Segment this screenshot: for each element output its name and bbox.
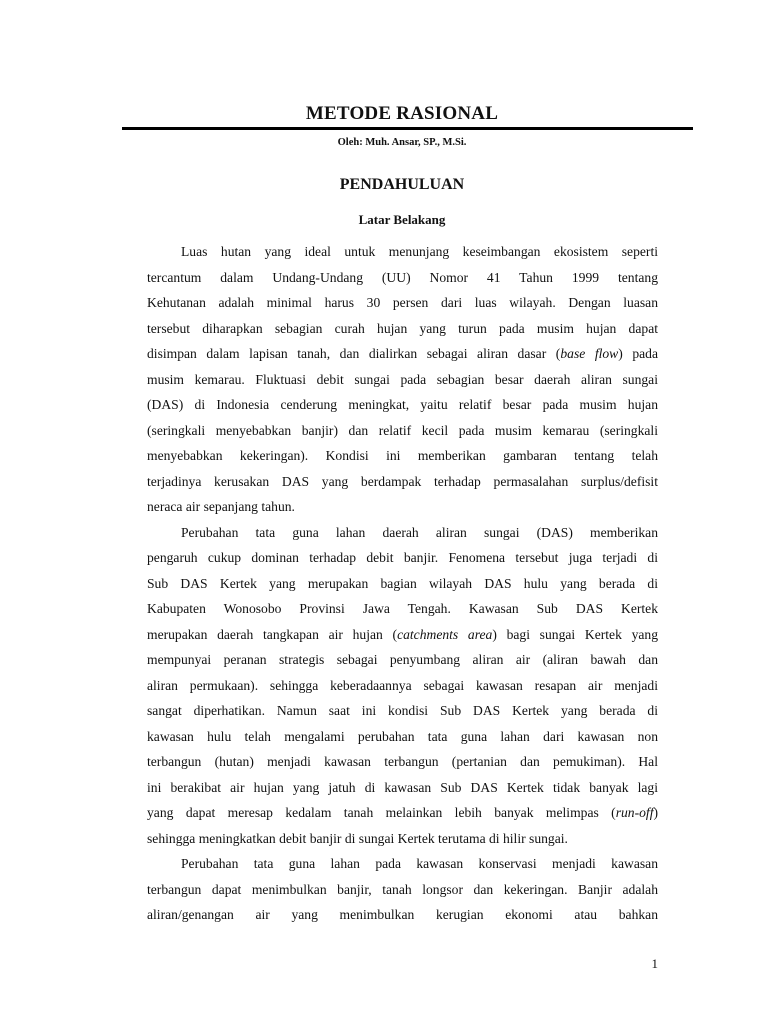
- text-line: Kabupaten Wonosobo Provinsi Jawa Tengah. Kawasan Sub DAS Kertek: [147, 601, 658, 616]
- text-line: disimpan dalam lapisan tanah, dan dialirkan sebagai aliran dasar (base flow) pada: [147, 346, 659, 361]
- title-underline-rule: [122, 127, 693, 130]
- text-line: mempunyai peranan strategis sebagai penyumbang aliran air (aliran bawah dan: [147, 652, 658, 667]
- text-line: pengaruh cukup dominan terhadap debit banjir. Fenomena tersebut juga terjadi di: [147, 550, 658, 565]
- text-line: (DAS) di Indonesia cenderung meningkat, yaitu relatif besar pada musim hujan: [147, 397, 658, 412]
- text-line: Perubahan tata guna lahan pada kawasan konservasi menjadi kawasan: [181, 856, 658, 871]
- text-line: yang dapat meresap kedalam tanah melainkan lebih banyak melimpas (run-off): [147, 805, 658, 820]
- text-line: Perubahan tata guna lahan daerah aliran sungai (DAS) memberikan: [181, 524, 658, 540]
- paragraph: [147, 520, 658, 852]
- text-line: sangat diperhatikan. Namun saat ini kondisi Sub DAS Kertek yang berada di: [147, 703, 658, 718]
- text-line: ini berakibat air hujan yang jatuh di kawasan Sub DAS Kertek tidak banyak lagi: [147, 779, 658, 795]
- text-line: neraca air sepanjang tahun.: [147, 499, 295, 514]
- text-line: Kehutanan adalah minimal harus 30 persen dari luas wilayah. Dengan luasan: [147, 295, 658, 310]
- text-line: menyebabkan kekeringan). Kondisi ini memberikan gambaran tentang telah: [147, 448, 658, 463]
- body-text: [147, 239, 658, 928]
- page-number: 1: [651, 956, 658, 971]
- text-line: terbangun dapat menimbulkan banjir, tanah longsor dan kekeringan. Banjir adalah: [147, 881, 658, 897]
- text-line: tersebut diharapkan sebagian curah hujan yang turun pada musim hujan dapat: [147, 320, 658, 336]
- text-line: (seringkali menyebabkan banjir) dan relatif kecil pada musim kemarau (seringkali: [147, 422, 658, 438]
- italic-term: catchments area: [397, 626, 493, 642]
- text-line: Sub DAS Kertek yang merupakan bagian wilayah DAS hulu yang berada di: [147, 575, 658, 591]
- text-line: sehingga meningkatkan debit banjir di sungai Kertek terutama di hilir sungai.: [147, 830, 568, 846]
- document-title: METODE RASIONAL: [305, 103, 499, 124]
- text-line: merupakan daerah tangkapan air hujan (catchments area) bagi sungai Kertek yang: [147, 626, 658, 642]
- text-line: kawasan hulu telah mengalami perubahan tata guna lahan dari kawasan non: [147, 728, 658, 744]
- italic-term: run-off: [615, 805, 654, 820]
- section-heading: PENDAHULUAN: [339, 176, 465, 193]
- paragraph: [147, 239, 658, 520]
- text-line: terbangun (hutan) menjadi kawasan terbangun (pertanian dan pemukiman). Hal: [147, 754, 658, 769]
- text-line: terjadinya kerusakan DAS yang berdampak terhadap permasalahan surplus/defisit: [147, 473, 658, 489]
- subsection-heading: Latar Belakang: [358, 212, 446, 227]
- italic-term: base flow: [560, 346, 619, 361]
- text-line: aliran/genangan air yang menimbulkan kerugian ekonomi atau bahkan: [147, 907, 658, 922]
- text-line: Luas hutan yang ideal untuk menunjang keseimbangan ekosistem seperti: [181, 244, 658, 259]
- text-line: tercantum dalam Undang-Undang (UU) Nomor 41 Tahun 1999 tentang: [147, 269, 658, 285]
- text-line: musim kemarau. Fluktuasi debit sungai pada sebagian besar daerah aliran sungai: [147, 371, 658, 387]
- text-line: aliran permukaan). sehingga keberadaannya sebagai kawasan resapan air menjadi: [147, 677, 658, 693]
- author-line: Oleh: Muh. Ansar, SP., M.Si.: [337, 137, 467, 148]
- paragraph: [147, 851, 658, 928]
